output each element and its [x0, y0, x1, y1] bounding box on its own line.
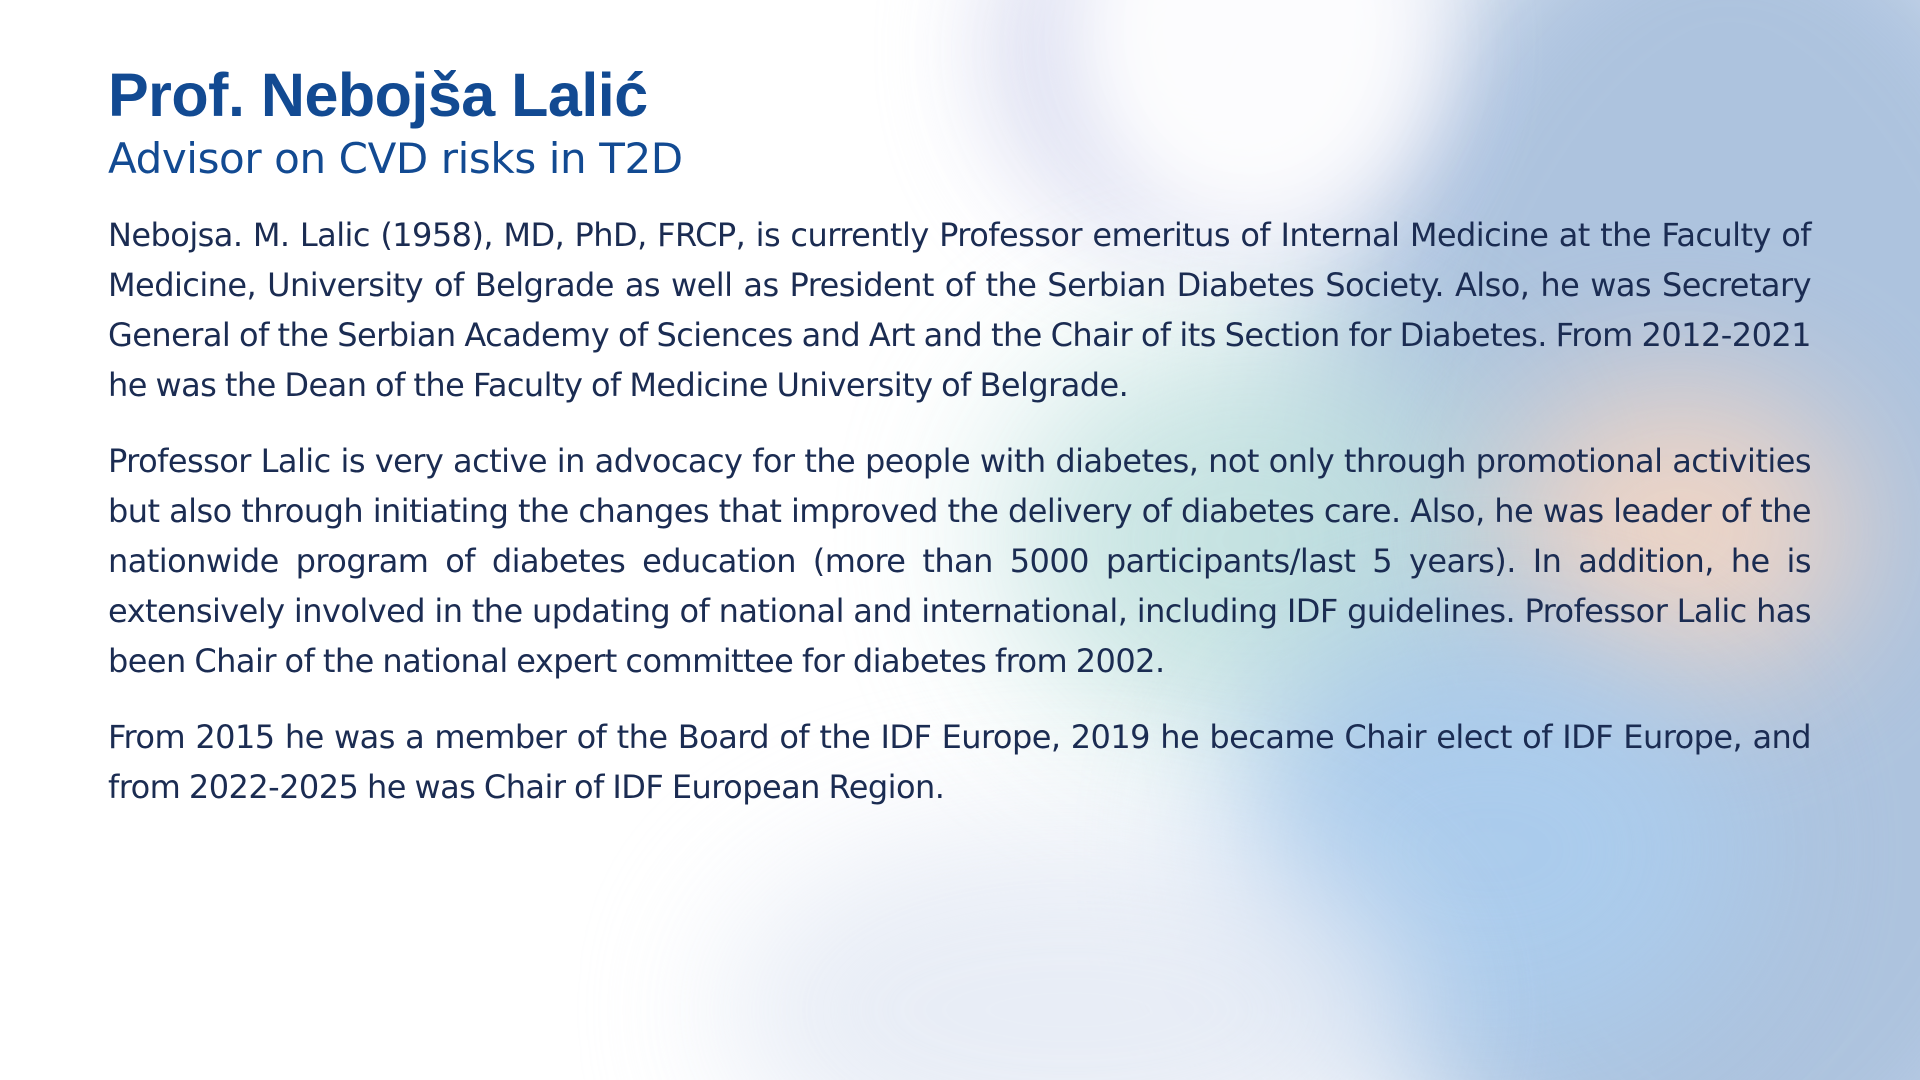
bio-paragraph: Professor Lalic is very active in advocacy for the people with diabetes, not only through promotional activities but also through initiating the changes that improved the delivery of diabetes care. Also, he was leader of the nationwide program of diabetes education (more than 5000 participants/last 5 years). In addition, he is extensively involved in the updating of national and international, including IDF guidelines. Professor Lalic has been Chair of the national expert committee for diabetes from 2002. — [108, 442, 1811, 680]
profile-card — [108, 60, 1811, 838]
bio-paragraph: Nebojsa. M. Lalic (1958), MD, PhD, FRCP, is currently Professor emeritus of Internal Medicine at the Faculty of Medicine, University of Belgrade as well as President of the Serbian Diabetes Society. Also, he was Secretary General of the Serbian Academy of Sciences and Art and the Chair of its Section for Diabetes. From 2012-2021 he was the Dean of the Faculty of Medicine University of Belgrade. — [108, 216, 1811, 404]
person-role: Advisor on CVD risks in T2D — [108, 134, 683, 183]
person-name: Prof. Nebojša Lalić — [108, 61, 648, 129]
biography — [108, 210, 1811, 812]
bio-paragraph: From 2015 he was a member of the Board of the IDF Europe, 2019 he became Chair elect of IDF Europe, and from 2022-2025 he was Chair of IDF European Region. — [108, 718, 1811, 806]
